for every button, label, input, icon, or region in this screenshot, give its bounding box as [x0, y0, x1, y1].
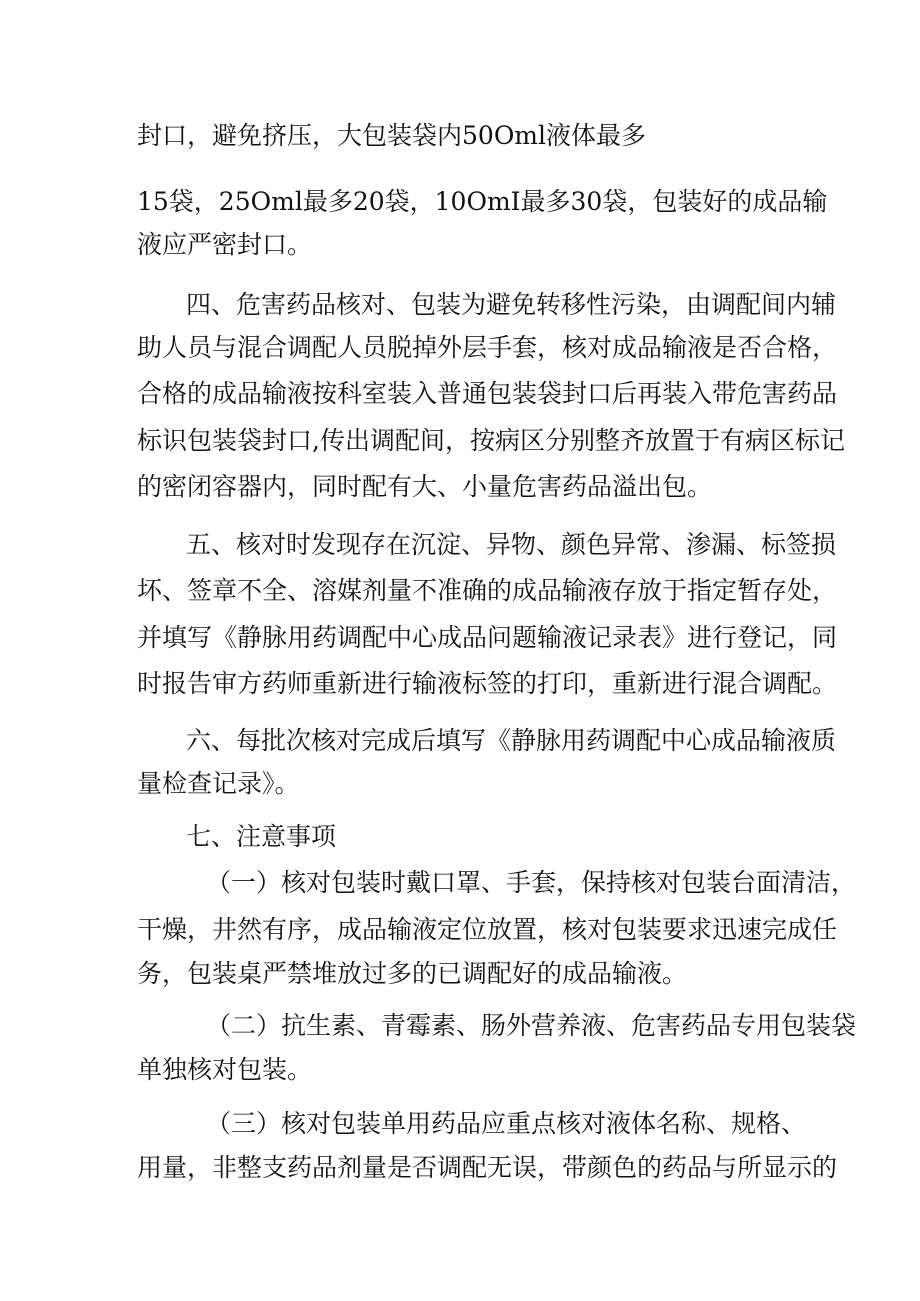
text-line-17: 干燥，井然有序，成品输液定位放置，核对包装要求迅速完成任: [137, 915, 838, 944]
text-line-16: （一）核对包装时戴口罩、手套，保持核对包装台面清洁，: [206, 868, 857, 897]
text-line-20: 单独核对包装。: [137, 1055, 313, 1084]
text-line-19: （二）抗生素、青霉素、肠外营养液、危害药品专用包装袋: [206, 1011, 857, 1040]
text-line-5: 助人员与混合调配人员脱掉外层手套，核对成品输液是否合格，: [137, 333, 838, 362]
text-line-13: 六、每批次核对完成后填写《静脉用药调配中心成品输液质: [186, 726, 837, 755]
text-line-4: 四、危害药品核对、包装为避免转移性污染，由调配间内辅: [186, 290, 837, 319]
text-line-12: 时报告审方药师重新进行输液标签的打印，重新进行混合调配。: [137, 669, 838, 698]
text-line-6: 合格的成品输液按科室装入普通包装袋封口后再装入带危害药品: [137, 379, 838, 408]
text-line-18: 务，包装桌严禁堆放过多的已调配好的成品输液。: [137, 959, 688, 988]
text-line-21: （三）核对包装单用药品应重点核对液体名称、规格、: [206, 1109, 807, 1138]
text-line-14: 量检查记录》。: [137, 769, 300, 798]
text-line-7: 标识包装袋封口,传出调配间，按病区分别整齐放置于有病区标记: [137, 426, 845, 455]
text-line-2: 15袋，25Oml最多20袋，10OmI最多30袋，包装好的成品输: [137, 187, 828, 216]
text-line-10: 坏、签章不全、溶媒剂量不准确的成品输液存放于指定暂存处，: [137, 576, 838, 605]
text-line-3: 液应严密封口。: [137, 230, 313, 259]
text-line-9: 五、核对时发现存在沉淀、异物、颜色异常、渗漏、标签损: [186, 530, 837, 559]
text-line-15: 七、注意事项: [186, 822, 337, 851]
text-line-1: 封口，避免挤压，大包装袋内50Oml液体最多: [137, 121, 647, 150]
text-line-11: 并填写《静脉用药调配中心成品问题输液记录表》进行登记，同: [137, 623, 838, 652]
text-line-22: 用量，非整支药品剂量是否调配无误，带颜色的药品与所显示的: [137, 1153, 838, 1182]
text-line-8: 的密闭容器内，同时配有大、小量危害药品溢出包。: [137, 472, 713, 501]
